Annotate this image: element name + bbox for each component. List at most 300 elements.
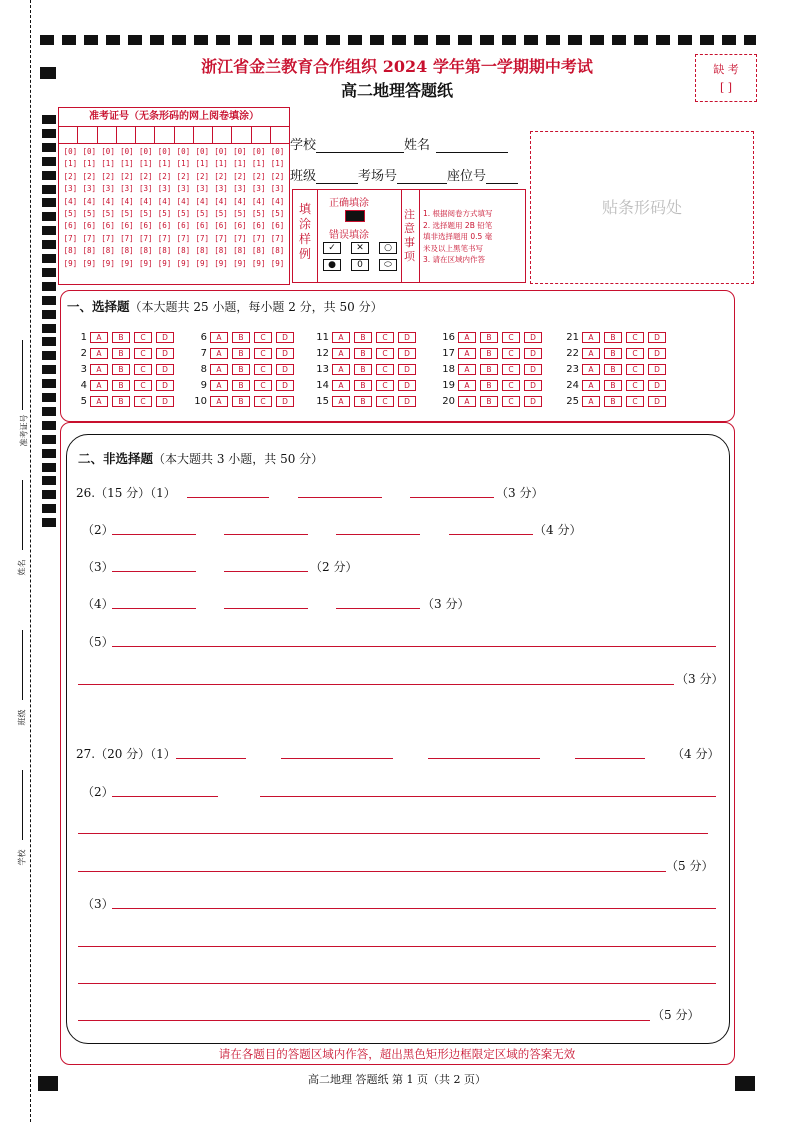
option-bubble-b[interactable]: B: [354, 348, 372, 359]
q26-4-label: （4）: [82, 597, 114, 611]
option-bubble-b[interactable]: B: [354, 380, 372, 391]
q26-2-answer-line[interactable]: [224, 534, 308, 535]
option-bubble-c[interactable]: C: [134, 396, 152, 407]
q26-5-answer-line[interactable]: [78, 684, 674, 685]
option-bubble-c[interactable]: C: [626, 364, 644, 375]
admission-digit-bubble[interactable]: [3]: [270, 184, 285, 194]
timing-mark: [42, 268, 56, 277]
admission-digit-bubble[interactable]: [4]: [120, 196, 134, 206]
option-bubble-d[interactable]: D: [156, 348, 174, 359]
option-bubble-a[interactable]: A: [210, 332, 228, 343]
admission-digit-bubble[interactable]: [9]: [101, 258, 115, 268]
q27-3-answer-line[interactable]: [78, 1020, 650, 1021]
admission-digit-bubble[interactable]: [2]: [214, 171, 228, 181]
admission-digit-bubble[interactable]: [5]: [251, 209, 266, 219]
admission-digit-bubble[interactable]: [1]: [82, 159, 97, 169]
q27-1-score: （4 分）: [672, 747, 720, 761]
q26-2-answer-line[interactable]: [336, 534, 420, 535]
absent-box[interactable]: [695, 54, 757, 102]
admission-digit-bubble[interactable]: [1]: [120, 159, 134, 169]
admission-digit-bubble[interactable]: [3]: [157, 184, 172, 194]
timing-mark: [42, 504, 56, 513]
admission-digit-bubble[interactable]: [5]: [233, 209, 247, 219]
q26-2-answer-line[interactable]: [112, 534, 196, 535]
admission-digit-bubble[interactable]: [4]: [157, 196, 172, 206]
admission-digit-bubble[interactable]: [8]: [101, 246, 115, 256]
option-bubble-c[interactable]: C: [376, 348, 394, 359]
q26-3-answer-line[interactable]: [112, 571, 196, 572]
option-bubble-c[interactable]: C: [502, 364, 520, 375]
seat-input-line[interactable]: [486, 169, 518, 184]
option-bubble-d[interactable]: D: [398, 396, 416, 407]
option-bubble-c[interactable]: C: [254, 332, 272, 343]
question-number: 4: [80, 379, 87, 391]
admission-digit-bubble[interactable]: [7]: [138, 233, 153, 243]
q26-4-answer-line[interactable]: [112, 608, 196, 609]
option-bubble-b[interactable]: B: [604, 380, 622, 391]
admission-digit-bubble[interactable]: [7]: [101, 233, 115, 243]
timing-mark: [42, 435, 56, 444]
admission-digit-bubble[interactable]: [5]: [101, 209, 115, 219]
admission-digit-bubble[interactable]: [4]: [176, 196, 191, 206]
option-bubble-a[interactable]: A: [332, 332, 350, 343]
admission-digit-bubble[interactable]: [6]: [195, 221, 209, 231]
option-bubble-d[interactable]: D: [156, 396, 174, 407]
admission-digit-bubble[interactable]: [6]: [251, 221, 266, 231]
option-bubble-c[interactable]: C: [134, 380, 152, 391]
admission-digit-bubble[interactable]: [0]: [63, 147, 78, 156]
admission-digit-bubble[interactable]: [2]: [195, 171, 209, 181]
admission-digit-bubble[interactable]: [3]: [233, 184, 247, 194]
admission-digit-bubble[interactable]: [1]: [176, 159, 191, 169]
admission-digit-bubble[interactable]: [2]: [176, 171, 191, 181]
option-bubble-a[interactable]: A: [458, 348, 476, 359]
admission-digit-bubble[interactable]: [8]: [214, 246, 228, 256]
admission-digit-bubble[interactable]: [5]: [157, 209, 172, 219]
option-bubble-d[interactable]: D: [524, 396, 542, 407]
option-bubble-c[interactable]: C: [134, 364, 152, 375]
option-bubble-a[interactable]: A: [458, 380, 476, 391]
side-label-school: 学校: [17, 849, 27, 866]
option-bubble-a[interactable]: A: [90, 364, 108, 375]
admission-digit-bubble[interactable]: [7]: [82, 233, 97, 243]
question-number: 7: [200, 348, 207, 360]
admission-digit-bubble[interactable]: [7]: [176, 233, 191, 243]
admission-digit-bubble[interactable]: [1]: [101, 159, 115, 169]
choice-group: [189, 330, 298, 409]
option-bubble-d[interactable]: D: [524, 348, 542, 359]
choice-group: [561, 330, 670, 409]
sample-divider: [419, 190, 420, 282]
admission-digit-bubble[interactable]: [4]: [63, 196, 78, 206]
option-bubble-d[interactable]: D: [524, 332, 542, 343]
timing-mark: [42, 365, 56, 374]
choice-question-row: [69, 330, 178, 346]
admission-digit-bubble[interactable]: [0]: [233, 147, 247, 156]
admission-digit-bubble[interactable]: [9]: [233, 258, 247, 268]
admission-digit-bubble[interactable]: [9]: [176, 258, 191, 268]
admission-digit-bubble[interactable]: [4]: [214, 196, 228, 206]
option-bubble-d[interactable]: D: [398, 348, 416, 359]
admission-digit-bubble[interactable]: [7]: [63, 233, 78, 243]
option-bubble-c[interactable]: C: [134, 332, 152, 343]
admission-digit-bubble[interactable]: [3]: [101, 184, 115, 194]
admission-digit-bubble[interactable]: [2]: [270, 171, 285, 181]
option-bubble-d[interactable]: D: [156, 380, 174, 391]
option-bubble-c[interactable]: C: [502, 380, 520, 391]
option-bubble-b[interactable]: B: [480, 332, 498, 343]
q27-1-answer-line[interactable]: [281, 758, 393, 759]
admission-digit-write-cell[interactable]: [175, 127, 194, 143]
option-bubble-c[interactable]: C: [626, 332, 644, 343]
admission-digit-bubble[interactable]: [7]: [120, 233, 134, 243]
admission-digit-bubble[interactable]: [2]: [233, 171, 247, 181]
q27-1-answer-line[interactable]: [176, 758, 246, 759]
option-bubble-d[interactable]: D: [156, 364, 174, 375]
admission-digit-write-cell[interactable]: [136, 127, 155, 143]
admission-digit-bubble[interactable]: [6]: [101, 221, 115, 231]
admission-digit-bubble[interactable]: [1]: [63, 159, 78, 169]
admission-digit-write-cell[interactable]: [213, 127, 232, 143]
option-bubble-b[interactable]: B: [604, 348, 622, 359]
admission-digit-bubble[interactable]: [3]: [82, 184, 97, 194]
option-bubble-d[interactable]: D: [648, 364, 666, 375]
option-bubble-a[interactable]: A: [90, 396, 108, 407]
option-bubble-b[interactable]: B: [354, 364, 372, 375]
option-bubble-b[interactable]: B: [604, 332, 622, 343]
admission-digit-bubble[interactable]: [9]: [270, 258, 285, 268]
admission-digit-bubble[interactable]: [8]: [195, 246, 209, 256]
admission-digit-column: [80, 146, 99, 270]
admission-digit-bubble[interactable]: [5]: [63, 209, 78, 219]
admission-digit-bubble[interactable]: [0]: [251, 147, 266, 156]
option-bubble-c[interactable]: C: [254, 396, 272, 407]
option-bubble-b[interactable]: B: [232, 364, 250, 375]
option-bubble-d[interactable]: D: [276, 348, 294, 359]
name-input-line[interactable]: [436, 138, 508, 153]
q27-label: 27.（20 分）（1）: [76, 747, 176, 761]
question-number: 5: [80, 395, 87, 407]
q27-2-answer-line[interactable]: [260, 796, 716, 797]
option-bubble-a[interactable]: A: [458, 364, 476, 375]
option-bubble-a[interactable]: A: [90, 348, 108, 359]
option-bubble-a[interactable]: A: [582, 380, 600, 391]
admission-digit-write-cell[interactable]: [155, 127, 174, 143]
q27-1-answer-line[interactable]: [575, 758, 645, 759]
class-input-line[interactable]: [316, 169, 358, 184]
timing-mark: [42, 185, 56, 194]
admission-digit-bubble[interactable]: [6]: [138, 221, 153, 231]
school-label: 学校: [290, 138, 317, 153]
admission-digit-bubble[interactable]: [7]: [195, 233, 209, 243]
option-bubble-b[interactable]: B: [604, 396, 622, 407]
option-bubble-a[interactable]: A: [210, 364, 228, 375]
admission-digit-bubble[interactable]: [1]: [138, 159, 153, 169]
admission-digit-write-cell[interactable]: [117, 127, 136, 143]
option-bubble-a[interactable]: A: [332, 364, 350, 375]
admission-digit-bubble[interactable]: [8]: [176, 246, 191, 256]
option-bubble-a[interactable]: A: [458, 332, 476, 343]
admission-digit-write-cell[interactable]: [78, 127, 97, 143]
admission-digit-bubble[interactable]: [6]: [63, 221, 78, 231]
option-bubble-c[interactable]: C: [502, 332, 520, 343]
option-bubble-a[interactable]: A: [332, 380, 350, 391]
admission-digit-bubble[interactable]: [7]: [270, 233, 285, 243]
q26-1-answer-line[interactable]: [187, 497, 269, 498]
option-bubble-d[interactable]: D: [524, 380, 542, 391]
option-bubble-c[interactable]: C: [376, 364, 394, 375]
cut-line: [30, 0, 31, 1122]
admission-digit-bubble[interactable]: [1]: [195, 159, 209, 169]
q26-4-answer-line[interactable]: [224, 608, 308, 609]
admission-digit-bubble[interactable]: [8]: [270, 246, 285, 256]
admission-digit-bubble[interactable]: [6]: [214, 221, 228, 231]
q27-2-answer-line[interactable]: [78, 833, 708, 834]
admission-digit-bubble[interactable]: [8]: [120, 246, 134, 256]
admission-digit-bubble[interactable]: [4]: [82, 196, 97, 206]
timing-mark: [42, 449, 56, 458]
admission-digit-bubble[interactable]: [4]: [138, 196, 153, 206]
option-bubble-b[interactable]: B: [480, 380, 498, 391]
admission-digit-bubble[interactable]: [9]: [157, 258, 172, 268]
admission-digit-write-cell[interactable]: [98, 127, 117, 143]
option-bubble-a[interactable]: A: [582, 364, 600, 375]
admission-digit-bubble[interactable]: [0]: [101, 147, 115, 156]
room-label: 考场号: [358, 169, 398, 184]
option-bubble-c[interactable]: C: [376, 332, 394, 343]
q27-3-answer-line[interactable]: [112, 908, 716, 909]
class-field[interactable]: [290, 165, 518, 184]
admission-digit-bubble[interactable]: [5]: [138, 209, 153, 219]
option-bubble-d[interactable]: D: [156, 332, 174, 343]
admission-digit-bubble[interactable]: [0]: [214, 147, 228, 156]
question-number: 15: [316, 395, 329, 407]
q27-1-answer-line[interactable]: [428, 758, 540, 759]
admission-digit-bubble[interactable]: [2]: [120, 171, 134, 181]
option-bubble-b[interactable]: B: [112, 396, 130, 407]
option-bubble-d[interactable]: D: [524, 364, 542, 375]
notes-label: 注 意 事 项: [404, 208, 415, 263]
option-bubble-a[interactable]: A: [332, 396, 350, 407]
admission-digit-bubble[interactable]: [5]: [270, 209, 285, 219]
admission-digit-bubble[interactable]: [3]: [176, 184, 191, 194]
admission-digit-bubble[interactable]: [4]: [101, 196, 115, 206]
admission-digit-bubble[interactable]: [2]: [101, 171, 115, 181]
q27-3-answer-line[interactable]: [78, 946, 716, 947]
admission-digit-bubble[interactable]: [1]: [214, 159, 228, 169]
admission-digit-bubble[interactable]: [9]: [120, 258, 134, 268]
q26-5-answer-line[interactable]: [112, 646, 716, 647]
option-bubble-b[interactable]: B: [480, 396, 498, 407]
admission-digit-bubble[interactable]: [0]: [270, 147, 285, 156]
admission-digit-bubble[interactable]: [0]: [195, 147, 209, 156]
option-bubble-b[interactable]: B: [232, 348, 250, 359]
admission-digit-bubble[interactable]: [4]: [195, 196, 209, 206]
admission-digit-write-cell[interactable]: [59, 127, 78, 143]
q26-1-answer-line[interactable]: [298, 497, 382, 498]
admission-digit-bubble[interactable]: [1]: [157, 159, 172, 169]
school-field[interactable]: [290, 134, 508, 153]
admission-digit-write-cell[interactable]: [271, 127, 289, 143]
admission-digit-bubble[interactable]: [3]: [214, 184, 228, 194]
option-bubble-d[interactable]: D: [648, 348, 666, 359]
admission-digit-bubble[interactable]: [5]: [120, 209, 134, 219]
option-bubble-a[interactable]: A: [458, 396, 476, 407]
option-bubble-c[interactable]: C: [134, 348, 152, 359]
admission-digit-bubble[interactable]: [5]: [195, 209, 209, 219]
option-bubble-a[interactable]: A: [90, 380, 108, 391]
option-bubble-b[interactable]: B: [112, 332, 130, 343]
q26-3-label: （3）: [82, 560, 114, 574]
admission-digit-bubble[interactable]: [6]: [157, 221, 172, 231]
admission-digit-bubble[interactable]: [8]: [82, 246, 97, 256]
option-bubble-b[interactable]: B: [112, 348, 130, 359]
admission-digit-bubble[interactable]: [9]: [214, 258, 228, 268]
option-bubble-d[interactable]: D: [276, 380, 294, 391]
option-bubble-a[interactable]: A: [210, 396, 228, 407]
option-bubble-c[interactable]: C: [376, 380, 394, 391]
option-bubble-a[interactable]: A: [210, 380, 228, 391]
room-input-line[interactable]: [397, 169, 447, 184]
admission-digit-bubble[interactable]: [6]: [82, 221, 97, 231]
option-bubble-c[interactable]: C: [254, 364, 272, 375]
admission-digit-bubble[interactable]: [5]: [214, 209, 228, 219]
barcode-area: 贴条形码处: [530, 131, 754, 284]
q27-2-answer-line[interactable]: [78, 871, 666, 872]
admission-digit-bubble[interactable]: [1]: [251, 159, 266, 169]
option-bubble-b[interactable]: B: [354, 396, 372, 407]
option-bubble-d[interactable]: D: [398, 332, 416, 343]
admission-digit-bubble[interactable]: [0]: [176, 147, 191, 156]
admission-digit-bubble[interactable]: [8]: [251, 246, 266, 256]
admission-digit-bubble[interactable]: [5]: [82, 209, 97, 219]
option-bubble-d[interactable]: D: [276, 364, 294, 375]
admission-digit-bubble[interactable]: [3]: [195, 184, 209, 194]
option-bubble-c[interactable]: C: [254, 348, 272, 359]
option-bubble-b[interactable]: B: [112, 380, 130, 391]
option-bubble-b[interactable]: B: [354, 332, 372, 343]
option-bubble-d[interactable]: D: [398, 364, 416, 375]
admission-digit-bubble[interactable]: [3]: [138, 184, 153, 194]
option-bubble-d[interactable]: D: [648, 332, 666, 343]
admission-digit-bubble[interactable]: [7]: [157, 233, 172, 243]
q27-2-answer-line[interactable]: [112, 796, 218, 797]
admission-digit-bubble[interactable]: [0]: [82, 147, 97, 156]
admission-digit-bubble[interactable]: [3]: [251, 184, 266, 194]
option-bubble-a[interactable]: A: [332, 348, 350, 359]
admission-digit-bubble[interactable]: [7]: [251, 233, 266, 243]
option-bubble-d[interactable]: D: [276, 396, 294, 407]
admission-number-write-row[interactable]: [59, 127, 289, 144]
q26-4-answer-line[interactable]: [336, 608, 420, 609]
admission-digit-bubble[interactable]: [2]: [82, 171, 97, 181]
option-bubble-c[interactable]: C: [502, 348, 520, 359]
admission-digit-bubble[interactable]: [9]: [63, 258, 78, 268]
admission-digit-bubble[interactable]: [7]: [214, 233, 228, 243]
option-bubble-a[interactable]: A: [582, 332, 600, 343]
q27-3-answer-line[interactable]: [78, 983, 716, 984]
admission-digit-write-cell[interactable]: [232, 127, 251, 143]
option-bubble-b[interactable]: B: [480, 364, 498, 375]
admission-digit-bubble[interactable]: [9]: [138, 258, 153, 268]
admission-digit-bubble[interactable]: [6]: [270, 221, 285, 231]
admission-digit-bubble[interactable]: [6]: [233, 221, 247, 231]
admission-digit-bubble[interactable]: [0]: [138, 147, 153, 156]
admission-digit-bubble[interactable]: [0]: [120, 147, 134, 156]
admission-digit-write-cell[interactable]: [252, 127, 271, 143]
admission-digit-bubble[interactable]: [3]: [63, 184, 78, 194]
option-bubble-c[interactable]: C: [502, 396, 520, 407]
admission-digit-bubble[interactable]: [8]: [63, 246, 78, 256]
admission-digit-bubble[interactable]: [2]: [157, 171, 172, 181]
option-bubble-b[interactable]: B: [232, 396, 250, 407]
admission-digit-bubble[interactable]: [5]: [176, 209, 191, 219]
admission-digit-bubble[interactable]: [4]: [270, 196, 285, 206]
q26-2-answer-line[interactable]: [449, 534, 533, 535]
option-bubble-a[interactable]: A: [582, 396, 600, 407]
option-bubble-c[interactable]: C: [376, 396, 394, 407]
admission-digit-bubble[interactable]: [4]: [233, 196, 247, 206]
choice-question-row: [69, 377, 178, 393]
choice-question-row: [311, 377, 420, 393]
option-bubble-a[interactable]: A: [582, 348, 600, 359]
option-bubble-c[interactable]: C: [626, 396, 644, 407]
admission-digit-bubble[interactable]: [9]: [251, 258, 266, 268]
option-bubble-a[interactable]: A: [210, 348, 228, 359]
option-bubble-d[interactable]: D: [398, 380, 416, 391]
option-bubble-c[interactable]: C: [626, 380, 644, 391]
admission-digit-bubble[interactable]: [6]: [176, 221, 191, 231]
admission-digit-column: [99, 146, 118, 270]
option-bubble-c[interactable]: C: [626, 348, 644, 359]
option-bubble-b[interactable]: B: [112, 364, 130, 375]
q26-3-answer-line[interactable]: [224, 571, 308, 572]
option-bubble-b[interactable]: B: [232, 332, 250, 343]
choice-group: [311, 330, 420, 409]
timing-mark: [42, 157, 56, 166]
option-bubble-b[interactable]: B: [604, 364, 622, 375]
option-bubble-c[interactable]: C: [254, 380, 272, 391]
option-bubble-a[interactable]: A: [90, 332, 108, 343]
admission-number-grid[interactable]: [59, 144, 289, 270]
q26-1-answer-line[interactable]: [410, 497, 494, 498]
option-bubble-d[interactable]: D: [648, 380, 666, 391]
admission-digit-bubble[interactable]: [9]: [195, 258, 209, 268]
admission-digit-write-cell[interactable]: [194, 127, 213, 143]
admission-digit-bubble[interactable]: [8]: [157, 246, 172, 256]
admission-digit-bubble[interactable]: [0]: [157, 147, 172, 156]
admission-digit-bubble[interactable]: [2]: [63, 171, 78, 181]
question-number: 19: [442, 379, 455, 391]
admission-digit-bubble[interactable]: [6]: [120, 221, 134, 231]
admission-digit-bubble[interactable]: [1]: [270, 159, 285, 169]
admission-digit-bubble[interactable]: [9]: [82, 258, 97, 268]
admission-digit-bubble[interactable]: [8]: [233, 246, 247, 256]
option-bubble-d[interactable]: D: [648, 396, 666, 407]
option-bubble-b[interactable]: B: [480, 348, 498, 359]
admission-digit-bubble[interactable]: [1]: [233, 159, 247, 169]
admission-digit-bubble[interactable]: [2]: [138, 171, 153, 181]
admission-digit-bubble[interactable]: [3]: [120, 184, 134, 194]
admission-digit-bubble[interactable]: [7]: [233, 233, 247, 243]
option-bubble-d[interactable]: D: [276, 332, 294, 343]
admission-digit-bubble[interactable]: [4]: [251, 196, 266, 206]
admission-digit-bubble[interactable]: [2]: [251, 171, 266, 181]
option-bubble-b[interactable]: B: [232, 380, 250, 391]
side-label-admission: 准考证号: [19, 414, 29, 447]
admission-digit-bubble[interactable]: [8]: [138, 246, 153, 256]
school-input-line[interactable]: [316, 138, 404, 153]
